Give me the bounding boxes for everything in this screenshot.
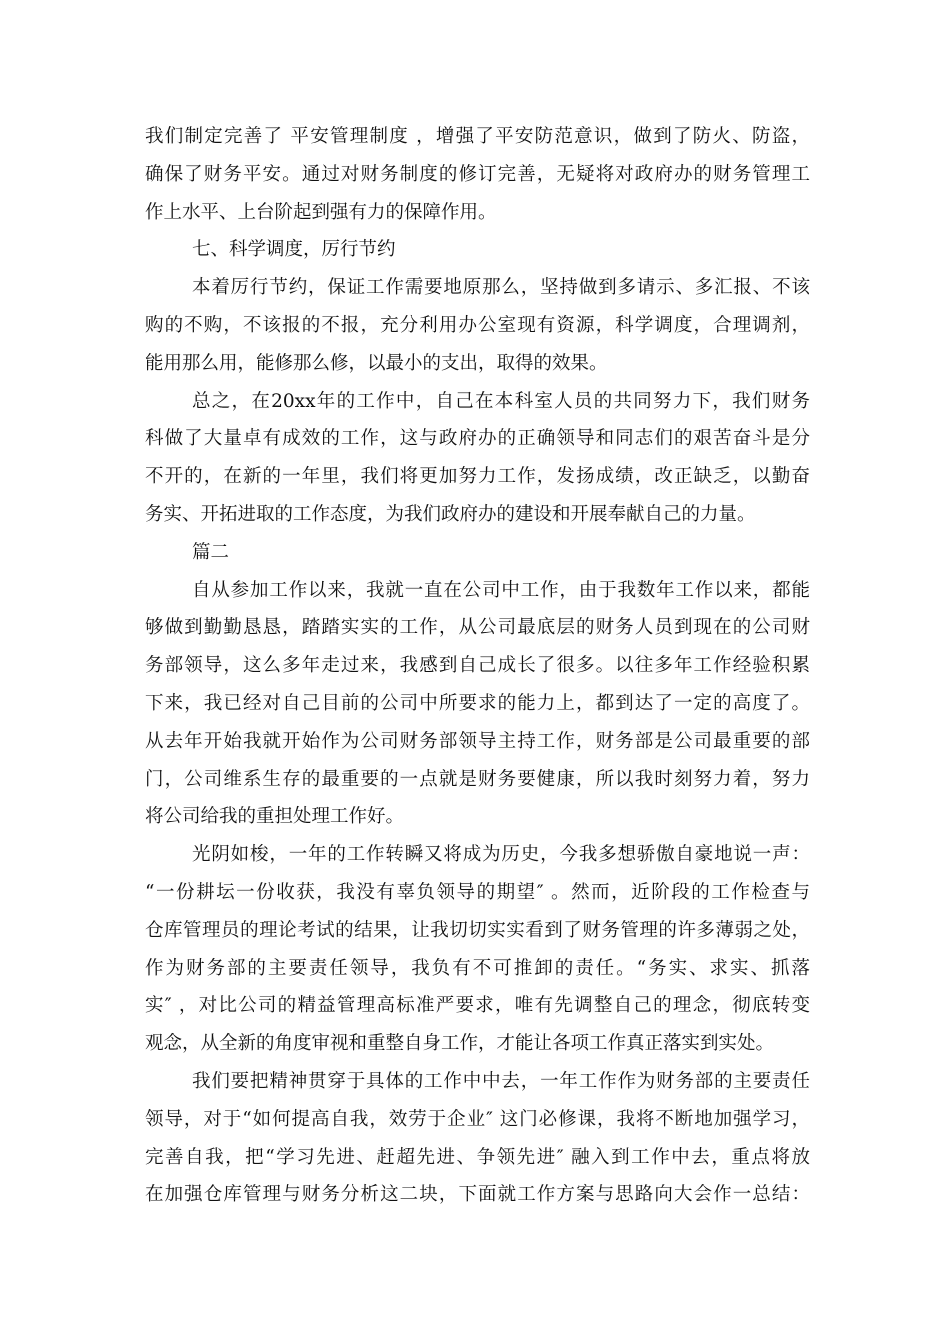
text-line: 门，公司维系生存的最重要的一点就是财务要健康，所以我时刻努力着，努力 — [145, 768, 810, 790]
text-line: 完善自我，把“学习先进、赶超先进、争领先进″ 融入到工作中去，重点将放 — [145, 1146, 810, 1168]
section-heading: 篇二 — [192, 541, 230, 563]
text-line: 能用那么用，能修那么修，以最小的支出，取得的效果。 — [145, 352, 608, 374]
text-line: 仓库管理员的理论考试的结果，让我切切实实看到了财务管理的许多薄弱之处， — [145, 919, 810, 941]
section-heading: 七、科学调度，厉行节约 — [192, 239, 396, 261]
text-line: 作上水平、上台阶起到强有力的保障作用。 — [145, 201, 497, 223]
text-line: 科做了大量卓有成效的工作，这与政府办的正确领导和同志们的艰苦奋斗是分 — [145, 428, 810, 450]
text-line: 下来，我已经对自己目前的公司中所要求的能力上，都到达了一定的高度了。 — [145, 692, 810, 714]
text-line: 自从参加工作以来，我就一直在公司中工作，由于我数年工作以来，都能 — [192, 579, 810, 601]
text-line: 光阴如梭，一年的工作转瞬又将成为历史，今我多想骄傲自豪地说一声： — [192, 844, 810, 866]
text-line: 领导，对于“如何提高自我，效劳于企业″ 这门必修课，我将不断地加强学习， — [145, 1108, 810, 1130]
text-line: 我们要把精神贯穿于具体的工作中中去，一年工作作为财务部的主要责任 — [192, 1070, 810, 1092]
text-line: 确保了财务平安。通过对财务制度的修订完善，无疑将对政府办的财务管理工 — [145, 163, 810, 185]
text-line: 务实、开拓进取的工作态度，为我们政府办的建设和开展奉献自己的力量。 — [145, 503, 756, 525]
text-line: 务部领导，这么多年走过来，我感到自己成长了很多。以往多年工作经验积累 — [145, 655, 810, 677]
text-line: 作为财务部的主要责任领导，我负有不可推卸的责任。“务实、求实、抓落 — [145, 957, 810, 979]
text-line: 总之，在20xx年的工作中，自己在本科室人员的共同努力下，我们财务 — [192, 390, 810, 412]
text-line: 从去年开始我就开始作为公司财务部领导主持工作，财务部是公司最重要的部 — [145, 730, 810, 752]
text-line: 本着厉行节约，保证工作需要地原那么，坚持做到多请示、多汇报、不该 — [192, 277, 810, 299]
document-page — [145, 118, 810, 1214]
text-line: 我们制定完善了 平安管理制度 ，增强了平安防范意识，做到了防火、防盗， — [145, 126, 810, 147]
text-line: 在加强仓库管理与财务分析这二块，下面就工作方案与思路向大会作一总结： — [145, 1184, 810, 1206]
text-line: 将公司给我的重担处理工作好。 — [145, 806, 405, 828]
text-line: 观念，从全新的角度审视和重整自身工作，才能让各项工作真正落实到实处。 — [145, 1033, 775, 1055]
text-line: 够做到勤勤恳恳，踏踏实实的工作，从公司最底层的财务人员到现在的公司财 — [145, 617, 810, 639]
text-line: 不开的，在新的一年里，我们将更加努力工作，发扬成绩，改正缺乏，以勤奋 — [145, 466, 810, 488]
text-line: “一份耕坛一份收获，我没有辜负领导的期望″ 。然而，近阶段的工作检查与 — [145, 881, 810, 903]
text-line: 实″ ，对比公司的精益管理高标准严要求，唯有先调整自己的理念，彻底转变 — [145, 995, 810, 1017]
text-line: 购的不购，不该报的不报，充分利用办公室现有资源，科学调度，合理调剂， — [145, 314, 810, 336]
